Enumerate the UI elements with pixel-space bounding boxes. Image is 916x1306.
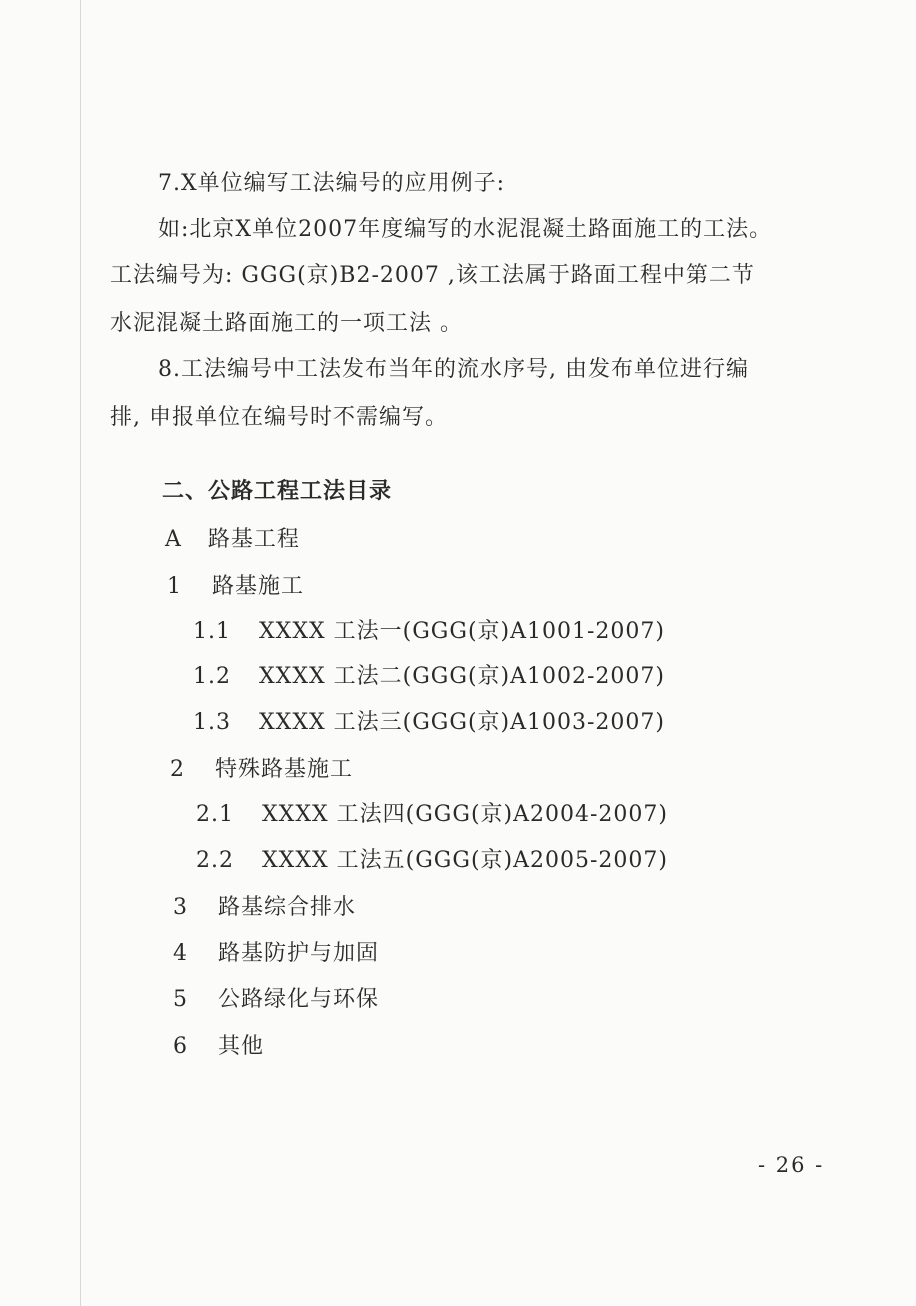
group-number: 6 bbox=[173, 1034, 188, 1059]
group-title: 公路绿化与环保 bbox=[218, 987, 380, 1012]
item-number: 1.3 bbox=[193, 710, 231, 735]
group-6 bbox=[173, 1033, 264, 1061]
item-number: 1.2 bbox=[193, 664, 231, 689]
paragraph-7: 7.X单位编写工法编号的应用例子: bbox=[158, 171, 506, 196]
item-text: XXXX 工法四(GGG(京)A2004-2007) bbox=[262, 802, 668, 827]
group-1 bbox=[167, 573, 304, 601]
item-text: XXXX 工法一(GGG(京)A1001-2007) bbox=[259, 619, 665, 644]
example-line-2: 工法编号为: GGG(京)B2-2007 ,该工法属于路面工程中第二节 bbox=[110, 263, 755, 288]
example-line-3: 水泥混凝土路面施工的一项工法 。 bbox=[110, 311, 463, 336]
paragraph-8-line-2: 排, 申报单位在编号时不需编写。 bbox=[110, 405, 448, 430]
section-a-letter: A bbox=[165, 527, 182, 552]
list-item bbox=[196, 847, 668, 875]
item-number: 1.1 bbox=[193, 619, 231, 644]
item-text: XXXX 工法五(GGG(京)A2005-2007) bbox=[262, 848, 668, 873]
list-item bbox=[193, 618, 665, 646]
item-text: XXXX 工法三(GGG(京)A1003-2007) bbox=[259, 710, 665, 735]
paragraph-8-line-1: 8.工法编号中工法发布当年的流水序号, 由发布单位进行编 bbox=[158, 357, 749, 382]
list-item bbox=[196, 801, 668, 829]
group-number: 5 bbox=[173, 987, 188, 1012]
section-a bbox=[165, 526, 300, 554]
group-title: 特殊路基施工 bbox=[215, 757, 354, 782]
page-number: - 26 - bbox=[758, 1153, 825, 1177]
list-item bbox=[193, 709, 665, 737]
group-number: 2 bbox=[170, 757, 185, 782]
binding-margin-line bbox=[80, 0, 81, 1306]
list-item bbox=[193, 663, 665, 691]
group-3 bbox=[173, 894, 356, 922]
group-5 bbox=[173, 986, 379, 1014]
group-number: 4 bbox=[173, 941, 188, 966]
section-a-title: 路基工程 bbox=[207, 527, 300, 552]
item-number: 2.2 bbox=[196, 848, 234, 873]
group-number: 3 bbox=[173, 895, 188, 920]
group-title: 其他 bbox=[218, 1034, 265, 1059]
example-line-1: 如:北京X单位2007年度编写的水泥混凝土路面施工的工法。 bbox=[158, 217, 773, 242]
item-text: XXXX 工法二(GGG(京)A1002-2007) bbox=[259, 664, 665, 689]
item-number: 2.1 bbox=[196, 802, 234, 827]
group-title: 路基施工 bbox=[212, 574, 305, 599]
group-title: 路基防护与加固 bbox=[218, 941, 380, 966]
group-4 bbox=[173, 940, 379, 968]
group-2 bbox=[170, 756, 353, 784]
catalog-heading: 二、公路工程工法目录 bbox=[162, 479, 393, 504]
group-number: 1 bbox=[167, 574, 182, 599]
group-title: 路基综合排水 bbox=[218, 895, 357, 920]
